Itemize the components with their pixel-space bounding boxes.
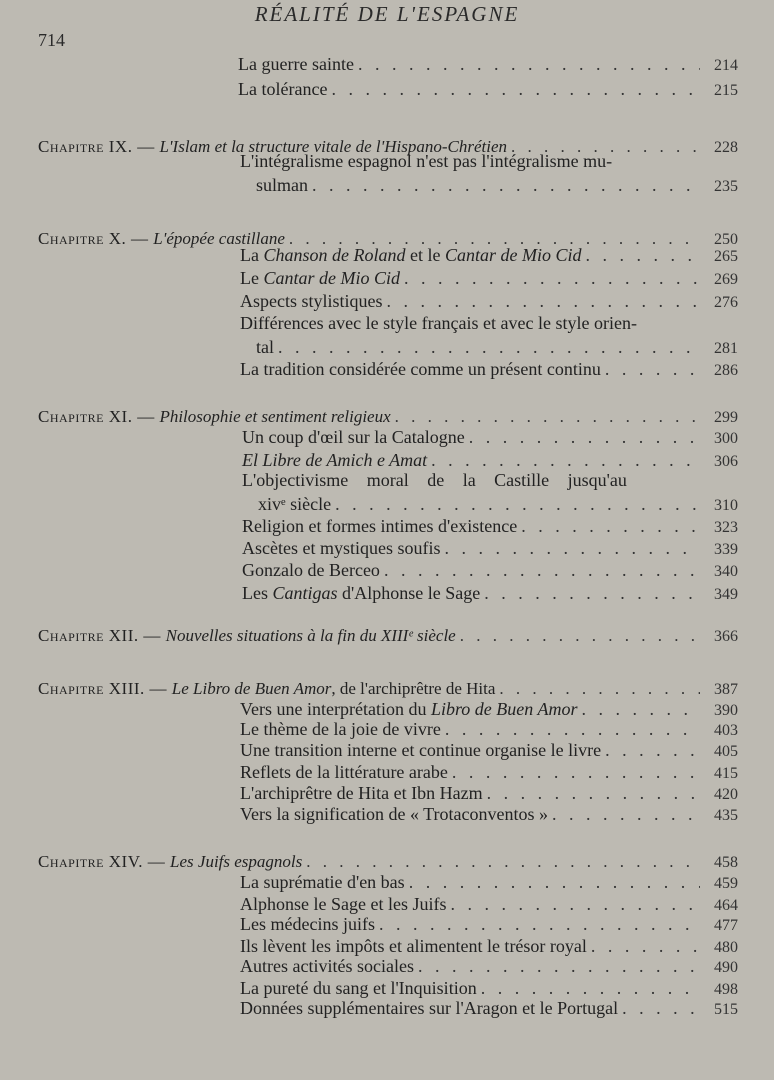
toc-page-number: 250	[714, 231, 738, 248]
toc-entry: Le thème de la joie de vivre . . . 403	[240, 719, 738, 740]
toc-page-number: 281	[714, 340, 738, 357]
toc-page-number: 477	[714, 917, 738, 934]
toc-entry: Gonzalo de Berceo . . . 340	[242, 560, 738, 581]
toc-entry: Reflets de la littérature arabe . . . 415	[240, 762, 738, 783]
chapter-heading: Chapitre XIV. — Les Juifs espagnols . . . 458	[38, 852, 738, 872]
toc-page-number: 459	[714, 875, 738, 892]
toc-entry: Le Cantar de Mio Cid . . . 269	[240, 268, 738, 289]
toc-entry: Ascètes et mystiques soufis . . . 339	[242, 538, 738, 559]
toc-page-number: 269	[714, 271, 738, 288]
toc-page-number: 310	[714, 497, 738, 514]
toc-entry: Vers une interprétation du Libro de Buen Amor . . . 390	[240, 699, 738, 720]
toc-page-number: 403	[714, 722, 738, 739]
toc-entry: Les Cantigas d'Alphonse le Sage . . . 349	[242, 583, 738, 604]
toc-page-number: 390	[714, 702, 738, 719]
toc-entry: La pureté du sang et l'Inquisition . . . 498	[240, 978, 738, 999]
toc-entry: Une transition interne et continue organise le livre . . . 405	[240, 740, 738, 761]
toc-page-number: 300	[714, 430, 738, 447]
toc-page-number: 387	[714, 681, 738, 698]
toc-entry: La tolérance . . . 215	[238, 79, 738, 100]
toc-entry: La tradition considérée comme un présent continu . . . 286	[240, 359, 738, 380]
toc-entry: xivᵉ siècle . . . 310	[258, 494, 738, 515]
toc-entry-line: L'intégralisme espagnol n'est pas l'intégralisme mu-	[240, 151, 613, 171]
chapter-heading: Chapitre XI. — Philosophie et sentiment religieux . . . 299	[38, 407, 738, 427]
toc-page-number: 490	[714, 959, 738, 976]
toc-entry: tal . . . 281	[256, 337, 738, 358]
toc-entry: L'archiprêtre de Hita et Ibn Hazm . . . 420	[240, 783, 738, 804]
toc-page-number: 265	[714, 248, 738, 265]
toc-page-number: 366	[714, 628, 738, 645]
toc-page-number: 215	[714, 82, 738, 99]
toc-entry: Religion et formes intimes d'existence . . . 323	[242, 516, 738, 537]
toc-entry: Ils lèvent les impôts et alimentent le trésor royal . . . 480	[240, 936, 738, 957]
toc-entry: Données supplémentaires sur l'Aragon et le Portugal . . . 515	[240, 998, 738, 1019]
toc-entry-line: Différences avec le style français et avec le style orien-	[240, 313, 637, 333]
toc-entry: La suprématie d'en bas . . . 459	[240, 872, 738, 893]
toc-page-number: 415	[714, 765, 738, 782]
page-number: 714	[38, 30, 65, 50]
toc-page-number: 228	[714, 139, 738, 156]
toc-entry: Alphonse le Sage et les Juifs . . . 464	[240, 894, 738, 915]
toc-page-number: 405	[714, 743, 738, 760]
toc-page-number: 214	[714, 57, 738, 74]
toc-entry: Les médecins juifs . . . 477	[240, 914, 738, 935]
toc-page-number: 458	[714, 854, 738, 871]
toc-page-number: 286	[714, 362, 738, 379]
running-head: RÉALITÉ DE L'ESPAGNE	[254, 2, 520, 26]
toc-page-number: 349	[714, 586, 738, 603]
toc-page-number: 498	[714, 981, 738, 998]
toc-page-number: 480	[714, 939, 738, 956]
toc-page-number: 323	[714, 519, 738, 536]
toc-page-number: 339	[714, 541, 738, 558]
toc-page-number: 235	[714, 178, 738, 195]
toc-entry: Aspects stylistiques . . . 276	[240, 291, 738, 312]
toc-page-number: 464	[714, 897, 738, 914]
toc-entry-line: L'objectivisme moral de la Castille jusqu'au	[242, 470, 627, 490]
toc-entry: La Chanson de Roland et le Cantar de Mio Cid . . . 265	[240, 245, 738, 266]
toc-page-number: 515	[714, 1001, 738, 1018]
toc-page-number: 420	[714, 786, 738, 803]
toc-entry: La guerre sainte . . . 214	[238, 54, 738, 75]
toc-page-number: 340	[714, 563, 738, 580]
chapter-heading: Chapitre X. — L'épopée castillane . . . 250	[38, 229, 738, 249]
toc-entry: Un coup d'œil sur la Catalogne . . . 300	[242, 427, 738, 448]
toc-entry: El Libre de Amich e Amat . . . 306	[242, 450, 738, 471]
toc-page-number: 276	[714, 294, 738, 311]
chapter-heading: Chapitre XII. — Nouvelles situations à la fin du XIIIᵉ siècle . . . 366	[38, 626, 738, 646]
toc-page-number: 306	[714, 453, 738, 470]
chapter-heading: Chapitre IX. — L'Islam et la structure vitale de l'Hispano-Chrétien . . . 228	[38, 137, 738, 157]
toc-page-number: 299	[714, 409, 738, 426]
toc-entry: sulman . . . 235	[256, 175, 738, 196]
toc-entry: Vers la signification de « Trotaconventos » . . . 435	[240, 804, 738, 825]
toc-page-number: 435	[714, 807, 738, 824]
toc-entry: Autres activités sociales . . . 490	[240, 956, 738, 977]
chapter-heading: Chapitre XIII. — Le Libro de Buen Amor, de l'archiprêtre de Hita . . . 387	[38, 679, 738, 699]
